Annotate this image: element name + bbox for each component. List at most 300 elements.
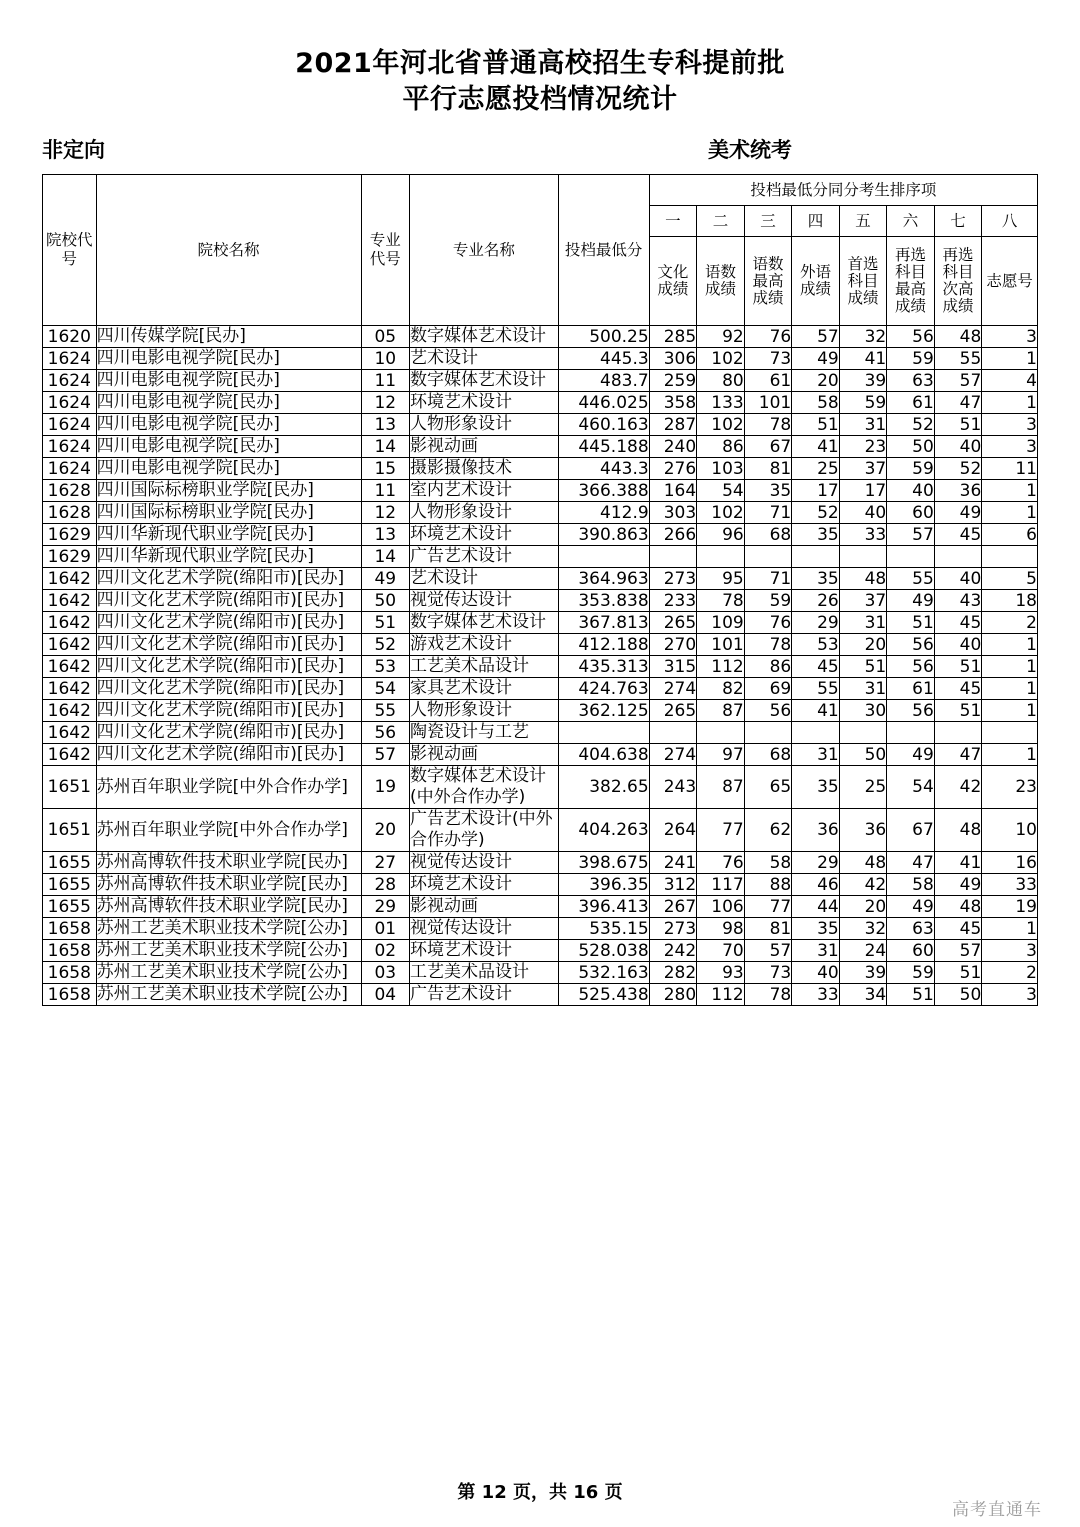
cell-tiebreak-4: 41 <box>792 436 840 458</box>
table-row <box>43 700 1038 722</box>
cell-tiebreak-1: 266 <box>649 524 697 546</box>
cell-major-name: 广告艺术设计(中外合作办学) <box>410 809 559 852</box>
header-culture-score: 文化成绩 <box>649 237 697 326</box>
cell-school-code: 1642 <box>43 568 97 590</box>
cell-tiebreak-2: 102 <box>697 414 745 436</box>
cell-major-code: 56 <box>361 722 410 744</box>
cell-min-score <box>558 722 649 744</box>
cell-tiebreak-3: 59 <box>744 590 792 612</box>
cell-tiebreak-5: 32 <box>839 918 887 940</box>
cell-major-code: 05 <box>361 326 410 348</box>
cell-tiebreak-5: 30 <box>839 700 887 722</box>
cell-tiebreak-6: 47 <box>887 852 935 874</box>
header-rank-1: 一 <box>649 206 697 237</box>
cell-major-name: 视觉传达设计 <box>410 852 559 874</box>
cell-tiebreak-7: 45 <box>934 524 982 546</box>
cell-tiebreak-8: 33 <box>982 874 1038 896</box>
cell-tiebreak-6 <box>887 546 935 568</box>
cell-major-name: 人物形象设计 <box>410 502 559 524</box>
table-row <box>43 962 1038 984</box>
cell-tiebreak-8: 1 <box>982 918 1038 940</box>
cell-major-code: 11 <box>361 480 410 502</box>
cell-tiebreak-2: 80 <box>697 370 745 392</box>
cell-tiebreak-6: 59 <box>887 348 935 370</box>
cell-major-code: 54 <box>361 678 410 700</box>
table-row <box>43 436 1038 458</box>
cell-school-name: 四川文化艺术学院(绵阳市)[民办] <box>96 656 361 678</box>
cell-major-name: 人物形象设计 <box>410 414 559 436</box>
cell-school-name: 四川传媒学院[民办] <box>96 326 361 348</box>
header-rank-2: 二 <box>697 206 745 237</box>
cell-tiebreak-3: 78 <box>744 414 792 436</box>
cell-school-name: 苏州高博软件技术职业学院[民办] <box>96 896 361 918</box>
table-row <box>43 590 1038 612</box>
cell-tiebreak-7: 52 <box>934 458 982 480</box>
cell-school-code: 1642 <box>43 744 97 766</box>
cell-tiebreak-8: 3 <box>982 436 1038 458</box>
cell-school-name: 四川文化艺术学院(绵阳市)[民办] <box>96 634 361 656</box>
cell-tiebreak-7: 47 <box>934 392 982 414</box>
cell-major-code: 01 <box>361 918 410 940</box>
cell-school-name: 四川电影电视学院[民办] <box>96 458 361 480</box>
cell-min-score: 404.638 <box>558 744 649 766</box>
category-label-non-directed: 非定向 <box>42 138 105 162</box>
header-rank-5: 五 <box>839 206 887 237</box>
cell-school-name: 苏州工艺美术职业技术学院[公办] <box>96 984 361 1006</box>
cell-tiebreak-7: 48 <box>934 809 982 852</box>
cell-tiebreak-4: 26 <box>792 590 840 612</box>
cell-tiebreak-1: 274 <box>649 744 697 766</box>
cell-tiebreak-5: 50 <box>839 744 887 766</box>
table-row <box>43 634 1038 656</box>
cell-tiebreak-6: 63 <box>887 918 935 940</box>
cell-tiebreak-4: 40 <box>792 962 840 984</box>
table-row <box>43 458 1038 480</box>
cell-tiebreak-6: 49 <box>887 590 935 612</box>
cell-major-name: 环境艺术设计 <box>410 524 559 546</box>
cell-tiebreak-5: 40 <box>839 502 887 524</box>
cell-tiebreak-7: 45 <box>934 678 982 700</box>
cell-tiebreak-3: 86 <box>744 656 792 678</box>
cell-min-score: 396.413 <box>558 896 649 918</box>
cell-tiebreak-1: 273 <box>649 568 697 590</box>
cell-tiebreak-5: 39 <box>839 370 887 392</box>
cell-min-score: 396.35 <box>558 874 649 896</box>
cell-tiebreak-5: 31 <box>839 678 887 700</box>
cell-school-name: 四川文化艺术学院(绵阳市)[民办] <box>96 678 361 700</box>
cell-tiebreak-1: 280 <box>649 984 697 1006</box>
cell-tiebreak-7: 50 <box>934 984 982 1006</box>
cell-tiebreak-2: 101 <box>697 634 745 656</box>
cell-tiebreak-1: 267 <box>649 896 697 918</box>
cell-tiebreak-6: 56 <box>887 634 935 656</box>
cell-tiebreak-4: 36 <box>792 809 840 852</box>
cell-school-code: 1651 <box>43 766 97 809</box>
cell-min-score: 535.15 <box>558 918 649 940</box>
cell-min-score: 483.7 <box>558 370 649 392</box>
cell-tiebreak-2: 96 <box>697 524 745 546</box>
cell-school-code: 1642 <box>43 722 97 744</box>
cell-tiebreak-4 <box>792 722 840 744</box>
table-row <box>43 678 1038 700</box>
cell-min-score: 532.163 <box>558 962 649 984</box>
subheader-bar <box>0 134 1080 166</box>
cell-tiebreak-1: 276 <box>649 458 697 480</box>
cell-tiebreak-8: 3 <box>982 326 1038 348</box>
cell-tiebreak-2: 87 <box>697 700 745 722</box>
cell-school-code: 1624 <box>43 348 97 370</box>
cell-school-name: 苏州百年职业学院[中外合作办学] <box>96 809 361 852</box>
cell-tiebreak-2: 70 <box>697 940 745 962</box>
header-min-score: 投档最低分 <box>558 175 649 326</box>
cell-major-code: 10 <box>361 348 410 370</box>
cell-tiebreak-6: 56 <box>887 326 935 348</box>
cell-tiebreak-4: 46 <box>792 874 840 896</box>
table-row <box>43 918 1038 940</box>
cell-tiebreak-4: 58 <box>792 392 840 414</box>
cell-tiebreak-1: 358 <box>649 392 697 414</box>
cell-major-name: 艺术设计 <box>410 568 559 590</box>
cell-school-code: 1624 <box>43 458 97 480</box>
cell-major-code: 15 <box>361 458 410 480</box>
table-row <box>43 326 1038 348</box>
cell-tiebreak-5: 23 <box>839 436 887 458</box>
cell-tiebreak-4: 55 <box>792 678 840 700</box>
cell-min-score: 460.163 <box>558 414 649 436</box>
watermark-label: 高考直通车 <box>952 1500 1042 1520</box>
cell-tiebreak-3: 58 <box>744 852 792 874</box>
cell-tiebreak-1: 241 <box>649 852 697 874</box>
cell-tiebreak-5: 59 <box>839 392 887 414</box>
cell-tiebreak-1: 270 <box>649 634 697 656</box>
cell-tiebreak-1: 264 <box>649 809 697 852</box>
cell-tiebreak-3: 78 <box>744 984 792 1006</box>
cell-tiebreak-5: 51 <box>839 656 887 678</box>
cell-tiebreak-8: 2 <box>982 612 1038 634</box>
cell-tiebreak-3: 67 <box>744 436 792 458</box>
cell-major-name: 环境艺术设计 <box>410 940 559 962</box>
cell-tiebreak-6: 57 <box>887 524 935 546</box>
cell-tiebreak-3: 68 <box>744 524 792 546</box>
cell-tiebreak-6: 40 <box>887 480 935 502</box>
statistics-table-container <box>42 174 1038 1006</box>
cell-school-code: 1629 <box>43 524 97 546</box>
cell-school-name: 四川电影电视学院[民办] <box>96 414 361 436</box>
cell-major-name: 视觉传达设计 <box>410 918 559 940</box>
cell-tiebreak-3: 77 <box>744 896 792 918</box>
table-row <box>43 722 1038 744</box>
cell-tiebreak-8: 1 <box>982 700 1038 722</box>
cell-school-code: 1642 <box>43 700 97 722</box>
cell-tiebreak-3: 78 <box>744 634 792 656</box>
cell-school-code: 1624 <box>43 370 97 392</box>
cell-tiebreak-3: 35 <box>744 480 792 502</box>
cell-tiebreak-7: 40 <box>934 436 982 458</box>
cell-tiebreak-1: 243 <box>649 766 697 809</box>
cell-tiebreak-8: 10 <box>982 809 1038 852</box>
cell-tiebreak-1: 306 <box>649 348 697 370</box>
cell-tiebreak-2: 54 <box>697 480 745 502</box>
cell-tiebreak-1: 233 <box>649 590 697 612</box>
cell-min-score: 367.813 <box>558 612 649 634</box>
cell-tiebreak-3: 81 <box>744 918 792 940</box>
cell-tiebreak-4 <box>792 546 840 568</box>
header-secondary-subject-second-highest: 再选科目次高成绩 <box>934 237 982 326</box>
cell-major-code: 02 <box>361 940 410 962</box>
table-row <box>43 524 1038 546</box>
cell-tiebreak-2: 109 <box>697 612 745 634</box>
cell-tiebreak-7: 43 <box>934 590 982 612</box>
cell-tiebreak-7 <box>934 546 982 568</box>
cell-tiebreak-5: 39 <box>839 962 887 984</box>
cell-min-score: 435.313 <box>558 656 649 678</box>
table-row <box>43 370 1038 392</box>
cell-tiebreak-1: 273 <box>649 918 697 940</box>
cell-school-name: 四川华新现代职业学院[民办] <box>96 524 361 546</box>
cell-tiebreak-8: 19 <box>982 896 1038 918</box>
header-rank-8: 八 <box>982 206 1038 237</box>
table-row <box>43 852 1038 874</box>
cell-tiebreak-8: 1 <box>982 656 1038 678</box>
cell-school-code: 1655 <box>43 852 97 874</box>
cell-tiebreak-1: 315 <box>649 656 697 678</box>
cell-tiebreak-8 <box>982 722 1038 744</box>
header-school-name: 院校名称 <box>96 175 361 326</box>
cell-tiebreak-8: 1 <box>982 480 1038 502</box>
cell-school-code: 1624 <box>43 436 97 458</box>
cell-tiebreak-2: 97 <box>697 744 745 766</box>
cell-tiebreak-4: 41 <box>792 700 840 722</box>
table-row <box>43 744 1038 766</box>
header-tiebreak-group: 投档最低分同分考生排序项 <box>649 175 1037 206</box>
cell-major-code: 13 <box>361 414 410 436</box>
cell-major-code: 53 <box>361 656 410 678</box>
header-rank-6: 六 <box>887 206 935 237</box>
cell-tiebreak-7: 49 <box>934 874 982 896</box>
cell-tiebreak-1: 274 <box>649 678 697 700</box>
cell-school-name: 四川华新现代职业学院[民办] <box>96 546 361 568</box>
table-row <box>43 766 1038 809</box>
cell-major-name: 影视动画 <box>410 744 559 766</box>
page-title <box>0 0 1080 118</box>
cell-school-name: 四川电影电视学院[民办] <box>96 436 361 458</box>
cell-major-name: 人物形象设计 <box>410 700 559 722</box>
cell-tiebreak-5: 34 <box>839 984 887 1006</box>
cell-tiebreak-4: 51 <box>792 414 840 436</box>
table-row <box>43 348 1038 370</box>
cell-tiebreak-4: 44 <box>792 896 840 918</box>
cell-tiebreak-3 <box>744 546 792 568</box>
cell-tiebreak-2: 133 <box>697 392 745 414</box>
header-chinese-math-score: 语数成绩 <box>697 237 745 326</box>
admission-statistics-table <box>42 174 1038 1006</box>
cell-tiebreak-3: 81 <box>744 458 792 480</box>
cell-tiebreak-3: 65 <box>744 766 792 809</box>
header-major-name: 专业名称 <box>410 175 559 326</box>
cell-tiebreak-3: 56 <box>744 700 792 722</box>
cell-tiebreak-2: 93 <box>697 962 745 984</box>
cell-tiebreak-3: 61 <box>744 370 792 392</box>
cell-tiebreak-7: 51 <box>934 700 982 722</box>
cell-tiebreak-7: 48 <box>934 896 982 918</box>
cell-tiebreak-5: 17 <box>839 480 887 502</box>
cell-min-score: 446.025 <box>558 392 649 414</box>
cell-tiebreak-8: 1 <box>982 678 1038 700</box>
cell-tiebreak-5 <box>839 546 887 568</box>
title-line-2: 平行志愿投档情况统计 <box>402 84 678 115</box>
cell-tiebreak-8: 11 <box>982 458 1038 480</box>
cell-tiebreak-5: 31 <box>839 612 887 634</box>
cell-tiebreak-6: 50 <box>887 436 935 458</box>
cell-major-name: 数字媒体艺术设计 <box>410 370 559 392</box>
cell-tiebreak-2: 86 <box>697 436 745 458</box>
cell-school-code: 1655 <box>43 896 97 918</box>
table-row <box>43 896 1038 918</box>
cell-school-code: 1658 <box>43 984 97 1006</box>
cell-tiebreak-6: 59 <box>887 458 935 480</box>
cell-tiebreak-2: 102 <box>697 348 745 370</box>
title-line-1: 2021年河北省普通高校招生专科提前批 <box>295 48 785 79</box>
cell-school-code: 1658 <box>43 940 97 962</box>
cell-tiebreak-7: 49 <box>934 502 982 524</box>
cell-tiebreak-6: 51 <box>887 612 935 634</box>
cell-major-name: 数字媒体艺术设计 <box>410 326 559 348</box>
cell-tiebreak-7: 36 <box>934 480 982 502</box>
cell-tiebreak-8: 3 <box>982 984 1038 1006</box>
cell-school-name: 四川文化艺术学院(绵阳市)[民办] <box>96 700 361 722</box>
cell-tiebreak-3: 69 <box>744 678 792 700</box>
cell-major-name: 室内艺术设计 <box>410 480 559 502</box>
cell-major-code: 19 <box>361 766 410 809</box>
cell-school-code: 1658 <box>43 962 97 984</box>
cell-tiebreak-4: 29 <box>792 612 840 634</box>
cell-tiebreak-4: 20 <box>792 370 840 392</box>
cell-major-name: 数字媒体艺术设计 <box>410 612 559 634</box>
cell-tiebreak-7: 45 <box>934 612 982 634</box>
cell-tiebreak-1: 265 <box>649 700 697 722</box>
cell-tiebreak-6: 67 <box>887 809 935 852</box>
cell-tiebreak-3: 71 <box>744 568 792 590</box>
cell-tiebreak-8: 4 <box>982 370 1038 392</box>
cell-major-code: 04 <box>361 984 410 1006</box>
cell-tiebreak-3: 73 <box>744 962 792 984</box>
cell-school-name: 苏州工艺美术职业技术学院[公办] <box>96 962 361 984</box>
cell-tiebreak-2: 87 <box>697 766 745 809</box>
cell-tiebreak-2: 77 <box>697 809 745 852</box>
cell-tiebreak-6: 61 <box>887 392 935 414</box>
cell-tiebreak-7 <box>934 722 982 744</box>
cell-major-name: 环境艺术设计 <box>410 874 559 896</box>
cell-tiebreak-5: 20 <box>839 896 887 918</box>
cell-tiebreak-4: 35 <box>792 766 840 809</box>
cell-tiebreak-6: 55 <box>887 568 935 590</box>
table-row <box>43 612 1038 634</box>
cell-tiebreak-5: 42 <box>839 874 887 896</box>
cell-major-code: 12 <box>361 502 410 524</box>
header-rank-7: 七 <box>934 206 982 237</box>
cell-school-code: 1642 <box>43 634 97 656</box>
cell-tiebreak-7: 51 <box>934 414 982 436</box>
cell-min-score: 353.838 <box>558 590 649 612</box>
cell-major-name: 广告艺术设计 <box>410 984 559 1006</box>
cell-major-code: 28 <box>361 874 410 896</box>
cell-tiebreak-1: 242 <box>649 940 697 962</box>
cell-tiebreak-3: 57 <box>744 940 792 962</box>
cell-tiebreak-5: 25 <box>839 766 887 809</box>
cell-tiebreak-4: 35 <box>792 918 840 940</box>
cell-major-code: 29 <box>361 896 410 918</box>
cell-school-code: 1651 <box>43 809 97 852</box>
cell-tiebreak-1: 312 <box>649 874 697 896</box>
cell-tiebreak-1: 259 <box>649 370 697 392</box>
cell-major-code: 52 <box>361 634 410 656</box>
cell-tiebreak-6: 60 <box>887 940 935 962</box>
cell-school-code: 1642 <box>43 612 97 634</box>
cell-tiebreak-2: 117 <box>697 874 745 896</box>
cell-tiebreak-2: 98 <box>697 918 745 940</box>
cell-min-score: 525.438 <box>558 984 649 1006</box>
cell-tiebreak-3 <box>744 722 792 744</box>
cell-tiebreak-4: 31 <box>792 744 840 766</box>
header-primary-subject-score: 首选科目成绩 <box>839 237 887 326</box>
cell-min-score: 364.963 <box>558 568 649 590</box>
cell-tiebreak-6: 58 <box>887 874 935 896</box>
cell-tiebreak-4: 53 <box>792 634 840 656</box>
cell-tiebreak-6: 56 <box>887 700 935 722</box>
header-school-code: 院校代号 <box>43 175 97 326</box>
cell-tiebreak-4: 49 <box>792 348 840 370</box>
cell-tiebreak-5: 37 <box>839 590 887 612</box>
cell-tiebreak-5: 20 <box>839 634 887 656</box>
cell-tiebreak-4: 35 <box>792 524 840 546</box>
table-row <box>43 656 1038 678</box>
cell-major-name: 影视动画 <box>410 896 559 918</box>
cell-school-name: 四川文化艺术学院(绵阳市)[民办] <box>96 590 361 612</box>
cell-tiebreak-3: 76 <box>744 326 792 348</box>
cell-major-name: 家具艺术设计 <box>410 678 559 700</box>
cell-tiebreak-3: 101 <box>744 392 792 414</box>
cell-tiebreak-5: 37 <box>839 458 887 480</box>
cell-major-name: 陶瓷设计与工艺 <box>410 722 559 744</box>
cell-min-score: 404.263 <box>558 809 649 852</box>
cell-tiebreak-8: 2 <box>982 962 1038 984</box>
cell-school-code: 1642 <box>43 590 97 612</box>
cell-min-score: 445.188 <box>558 436 649 458</box>
cell-tiebreak-6: 63 <box>887 370 935 392</box>
cell-tiebreak-8: 18 <box>982 590 1038 612</box>
cell-min-score: 445.3 <box>558 348 649 370</box>
cell-tiebreak-3: 76 <box>744 612 792 634</box>
table-row <box>43 546 1038 568</box>
cell-major-code: 11 <box>361 370 410 392</box>
cell-tiebreak-4: 29 <box>792 852 840 874</box>
cell-tiebreak-2: 78 <box>697 590 745 612</box>
cell-tiebreak-4: 17 <box>792 480 840 502</box>
cell-tiebreak-5: 48 <box>839 568 887 590</box>
cell-tiebreak-8: 1 <box>982 392 1038 414</box>
cell-school-code: 1629 <box>43 546 97 568</box>
table-row <box>43 809 1038 852</box>
cell-major-name: 影视动画 <box>410 436 559 458</box>
cell-tiebreak-2: 103 <box>697 458 745 480</box>
cell-tiebreak-7: 55 <box>934 348 982 370</box>
cell-min-score: 412.188 <box>558 634 649 656</box>
cell-major-code: 13 <box>361 524 410 546</box>
cell-tiebreak-7: 51 <box>934 656 982 678</box>
cell-min-score: 362.125 <box>558 700 649 722</box>
cell-tiebreak-4: 31 <box>792 940 840 962</box>
cell-tiebreak-3: 88 <box>744 874 792 896</box>
